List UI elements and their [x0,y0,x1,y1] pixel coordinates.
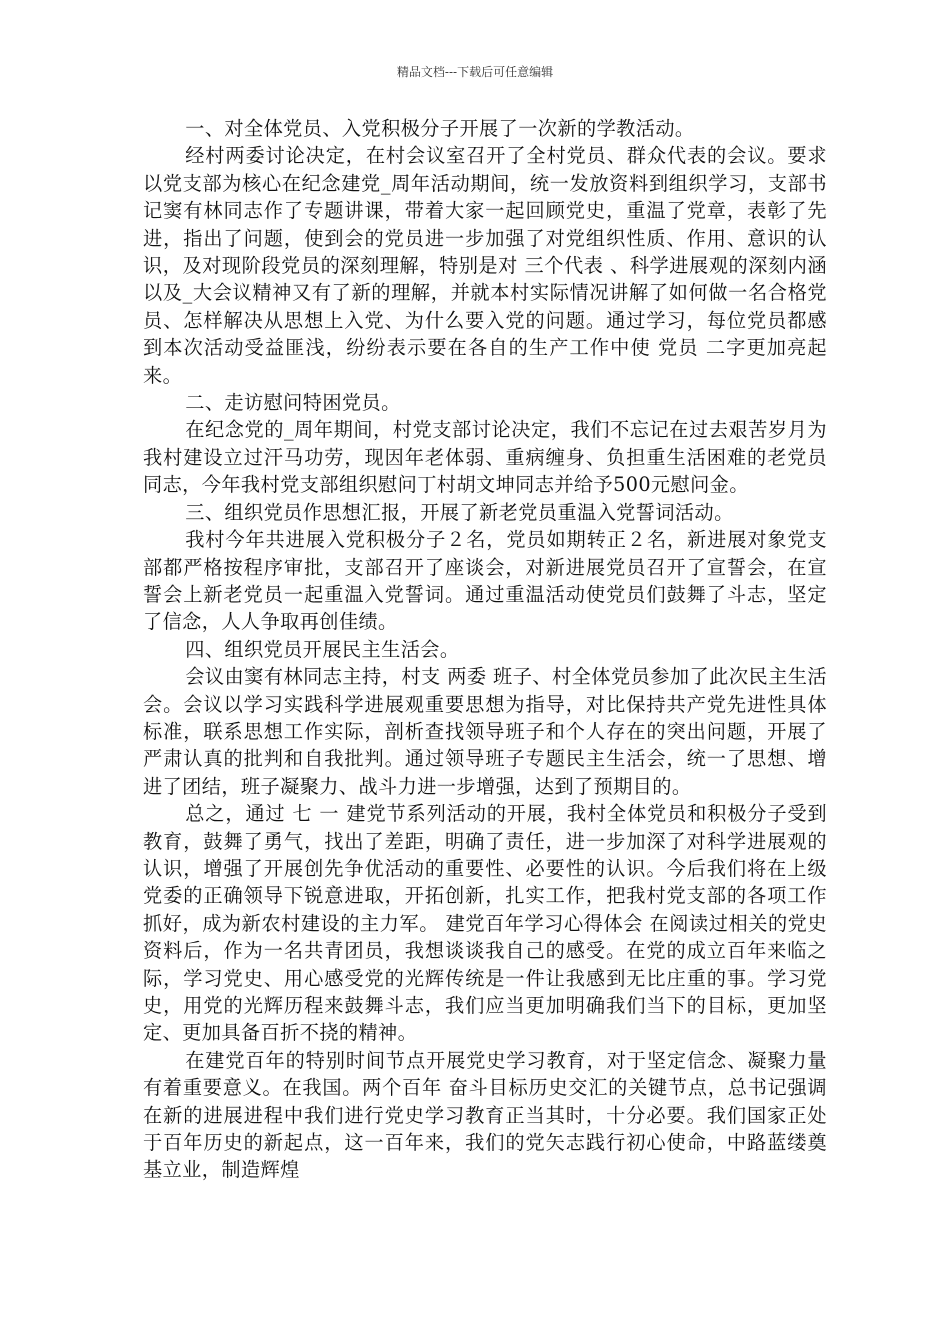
paragraph: 在建党百年的特别时间节点开展党史学习教育，对于坚定信念、凝聚力量有着重要意义。在我国。两个百年 奋斗目标历史交汇的关键节点，总书记强调在新的进展进程中我们进行党史学习教育正当其时，十分必要。我们国家正处于百年历史的新起点，这一百年来，我们的党矢志践行初心使命，中路蓝缕奠基立业，制造辉煌 [143,1048,827,1182]
page-header: 精品文档---下载后可任意编辑 [396,65,554,79]
paragraph: 经村两委讨论决定，在村会议室召开了全村党员、群众代表的会议。要求以党支部为核心在纪念建党_周年活动期间，统一发放资料到组织学习，支部书记窦有林同志作了专题讲课，带着大家一起回顾党史，重温了党章，表彰了先进，指出了问题，使到会的党员进一步加强了对党组织性质、作用、意识的认识，及对现阶段党员的深刻理解，特别是对 三个代表 、科学进展观的深刻内涵以及_大会议精神又有了新的理解，并就本村实际情况讲解了如何做一名合格党员、怎样解决从思想上入党、为什么要入党的问题。通过学习，每位党员都感到本次活动受益匪浅，纷纷表示要在各自的生产工作中使 党员 二字更加亮起来。 [143,144,827,387]
paragraph: 三、组织党员作思想汇报，开展了新老党员重温入党誓词活动。 [185,500,734,524]
paragraph: 二、走访慰问特困党员。 [185,391,401,415]
paragraph: 一、对全体党员、入党积极分子开展了一次新的学教活动。 [185,117,695,140]
paragraph: 我村今年共进展入党积极分子２名，党员如期转正２名，新进展对象党支部都严格按程序审批，支部召开了座谈会，对新进展党员召开了宣誓会，在宣誓会上新老党员一起重温入党誓词。通过重温活动使党员们鼓舞了斗志，坚定了信念，人人争取再创佳绩。 [143,528,827,634]
paragraph: 四、组织党员开展民主生活会。 [185,637,460,661]
paragraph: 总之，通过 七 一 建党节系列活动的开展，我村全体党员和积极分子受到教育，鼓舞了勇气，找出了差距，明确了责任，进一步加深了对科学进展观的认识，增强了开展创先争优活动的重要性、必要性的认识。今后我们将在上级党委的正确领导下锐意进取，开拓创新，扎实工作，把我村党支部的各项工作抓好，成为新农村建设的主力军。 建党百年学习心得体会 在阅读过相关的党史资料后，作为一名共青团员，我想谈谈我自己的感受。在党的成立百年来临之际，学习党史、用心感受党的光辉传统是一件让我感到无比庄重的事。学习党史，用党的光辉历程来鼓舞斗志，我们应当更加明确我们当下的目标，更加坚定、更加具备百折不挠的精神。 [143,802,827,1045]
paragraph: 会议由窦有林同志主持，村支 两委 班子、村全体党员参加了此次民主生活会。会议以学习实践科学进展观重要思想为指导，对比保持共产党先进性具体标准，联系思想工作实际，剖析查找领导班子和个人存在的突出问题，开展了严肃认真的批判和自我批判。通过领导班子专题民主生活会，统一了思想、增进了团结，班子凝聚力、战斗力进一步增强，达到了预期目的。 [143,665,827,798]
paragraph: 在纪念党的_周年期间，村党支部讨论决定，我们不忘记在过去艰苦岁月为我村建设立过汗马功劳，现因年老体弱、重病缠身、负担重生活困难的老党员同志，今年我村党支部组织慰问丁村胡文坤同志并给予500元慰问金。 [143,418,827,497]
document-body [143,115,827,1184]
